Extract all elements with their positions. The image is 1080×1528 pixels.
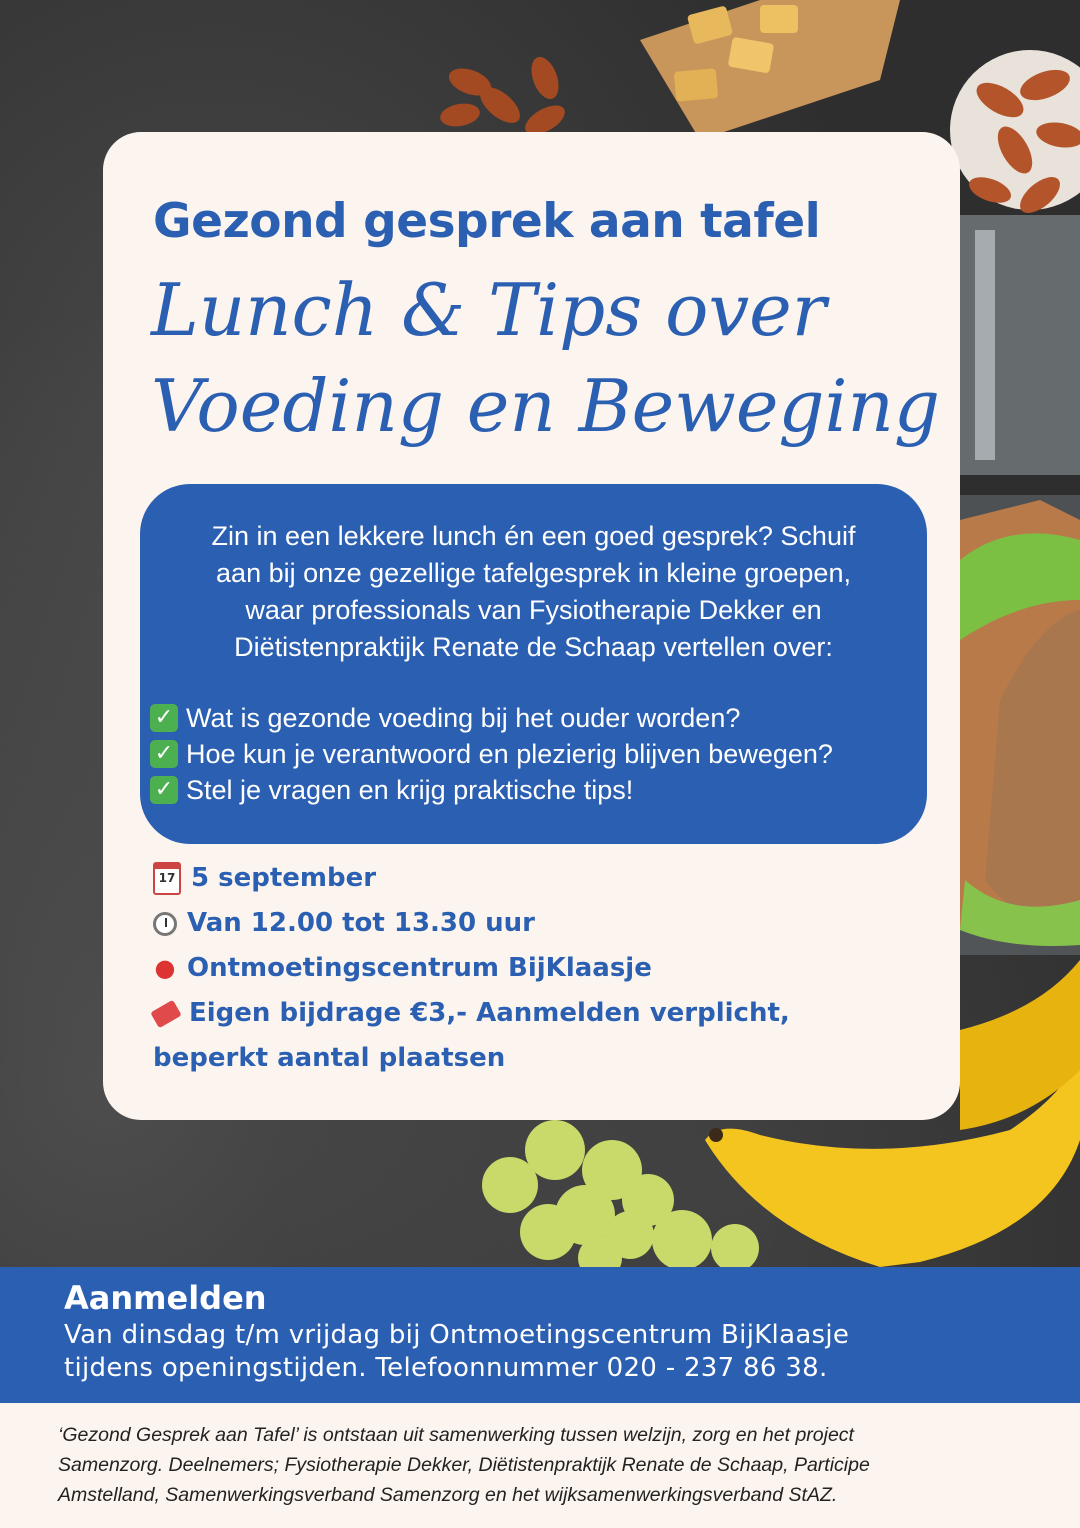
check-icon: ✓ (150, 740, 178, 768)
signup-band (0, 1267, 1080, 1403)
event-date: 5 september (191, 863, 377, 893)
checklist-item-text: Stel je vragen en krijg praktische tips! (186, 775, 634, 805)
footer-line: Amstelland, Samenwerkingsverband Samenzorg en het wijksamenwerkingsverband StAZ. (58, 1484, 838, 1506)
time-row (153, 901, 790, 946)
almonds-image (438, 53, 569, 140)
checklist-item (150, 772, 833, 808)
footer-line: Samenzorg. Deelnemers; Fysiotherapie Dekker, Diëtistenpraktijk Renate de Schaap, Participe (58, 1454, 870, 1476)
calendar-icon: 17 (153, 862, 181, 895)
intro-text (140, 518, 927, 666)
info-card (103, 132, 960, 1120)
subtitle (151, 262, 940, 454)
date-row (153, 856, 790, 901)
cost-row (153, 991, 790, 1036)
footer-line: ‘Gezond Gesprek aan Tafel’ is ontstaan uit samenwerking tussen welzijn, zorg en het project (58, 1424, 854, 1446)
signup-line: tijdens openingstijden. Telefoonnummer 020 - 237 86 38. (64, 1353, 828, 1383)
subtitle-line: Lunch & Tips over (151, 268, 827, 352)
signup-title: Aanmelden (64, 1279, 267, 1317)
event-cost: Eigen bijdrage €3,- Aanmelden verplicht, (189, 998, 790, 1028)
check-icon: ✓ (150, 704, 178, 732)
event-details (153, 856, 790, 1081)
headline: Gezond gesprek aan tafel (153, 194, 821, 249)
almond-bowl-image (950, 50, 1080, 220)
intro-line: aan bij onze gezellige tafelgesprek in kleine groepen, (216, 558, 851, 588)
event-location: Ontmoetingscentrum BijKlaasje (187, 953, 652, 983)
footer-text (58, 1420, 1018, 1510)
signup-line: Van dinsdag t/m vrijdag bij Ontmoetingscentrum BijKlaasje (64, 1320, 850, 1350)
event-time: Van 12.00 tot 13.30 uur (187, 908, 536, 938)
event-cost-note: beperkt aantal plaatsen (153, 1043, 506, 1073)
check-icon: ✓ (150, 776, 178, 804)
subtitle-line: Voeding en Beweging (151, 364, 941, 448)
location-row (153, 946, 790, 991)
signup-text (64, 1319, 849, 1385)
checklist-item (150, 700, 833, 736)
crackers-image (640, 0, 900, 140)
sandwich-image (960, 495, 1080, 955)
intro-line: Diëtistenpraktijk Renate de Schaap vertellen over: (234, 632, 833, 662)
checklist-item-text: Hoe kun je verantwoord en plezierig blijven bewegen? (186, 739, 833, 769)
checklist-item-text: Wat is gezonde voeding bij het ouder worden? (186, 703, 741, 733)
checklist-item (150, 736, 833, 772)
clock-icon (153, 912, 177, 936)
description-box (140, 484, 927, 844)
water-bottle-image (960, 215, 1080, 475)
intro-line: waar professionals van Fysiotherapie Dekker en (245, 595, 822, 625)
intro-line: Zin in een lekkere lunch én een goed gesprek? Schuif (211, 521, 856, 551)
checklist (150, 700, 833, 808)
cost-row-continued (153, 1036, 790, 1081)
footer (0, 1403, 1080, 1528)
pin-icon: ● (154, 954, 176, 982)
ticket-icon (150, 999, 182, 1028)
